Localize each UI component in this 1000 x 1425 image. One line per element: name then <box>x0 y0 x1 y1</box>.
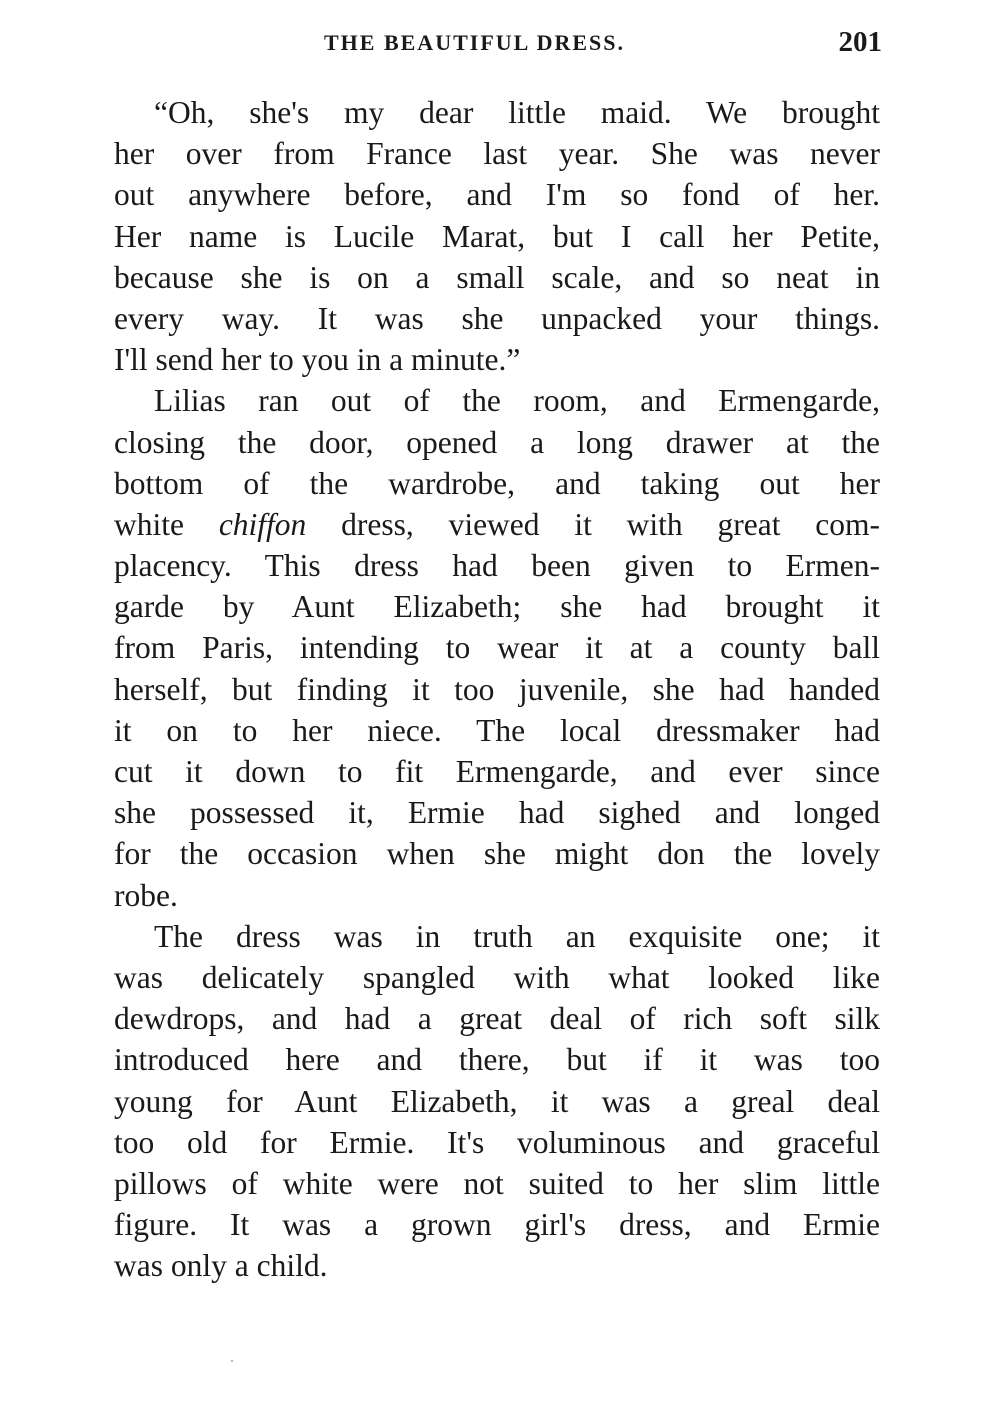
print-speck <box>231 1360 233 1362</box>
running-title: THE BEAUTIFUL DRESS. <box>324 30 626 55</box>
text-line: I'll send her to you in a minute.” <box>114 342 521 378</box>
text-line: too old for Ermie. It's voluminous and graceful <box>114 1124 880 1160</box>
text-line: garde by Aunt Elizabeth; she had brought it <box>114 589 880 625</box>
text-line: dewdrops, and had a great deal of rich soft silk <box>114 1001 880 1037</box>
paragraph-3 <box>114 916 880 1287</box>
text-line: The dress was in truth an exquisite one; it <box>154 918 880 954</box>
page-number: 201 <box>838 26 882 58</box>
body-text <box>114 92 880 1286</box>
text-line: was delicately spangled with what looked like <box>114 959 880 995</box>
text-line: figure. It was a grown girl's dress, and Ermie <box>114 1207 880 1243</box>
text-line: pillows of white were not suited to her slim little <box>114 1165 880 1201</box>
text-line: closing the door, opened a long drawer at the <box>114 424 880 460</box>
text-line: cut it down to fit Ermengarde, and ever since <box>114 754 880 789</box>
text-line: bottom of the wardrobe, and taking out her <box>114 465 880 501</box>
paragraph-2 <box>114 380 880 915</box>
text-line: placency. This dress had been given to Ermen- <box>114 548 880 584</box>
text-fragment: white <box>114 506 219 542</box>
text-line: it on to her niece. The local dressmaker had <box>114 712 880 748</box>
text-line: young for Aunt Elizabeth, it was a greal deal <box>114 1083 880 1119</box>
text-line-with-italic <box>114 504 880 545</box>
text-line: every way. It was she unpacked your things. <box>114 300 880 336</box>
text-line: she possessed it, Ermie had sighed and longed <box>114 795 880 831</box>
text-line: robe. <box>114 877 178 913</box>
paragraph-1 <box>114 92 880 380</box>
text-line: Her name is Lucile Marat, but I call her Petite, <box>114 218 880 254</box>
text-line: from Paris, intending to wear it at a county ball <box>114 630 880 666</box>
italic-word: chiffon <box>218 506 307 542</box>
text-line: for the occasion when she might don the lovely <box>114 836 880 872</box>
running-head <box>112 28 882 68</box>
text-line: “Oh, she's my dear little maid. We brought <box>154 95 880 130</box>
text-fragment: dress, viewed it with great com- <box>306 506 880 542</box>
text-line: Lilias ran out of the room, and Ermengarde, <box>154 383 880 419</box>
text-line: introduced here and there, but if it was too <box>114 1042 880 1078</box>
text-line: herself, but finding it too juvenile, she had handed <box>114 671 880 707</box>
text-line: was only a child. <box>114 1248 328 1284</box>
text-line: her over from France last year. She was never <box>114 136 880 172</box>
text-line: out anywhere before, and I'm so fond of her. <box>114 177 880 213</box>
text-line: because she is on a small scale, and so neat in <box>114 259 880 295</box>
